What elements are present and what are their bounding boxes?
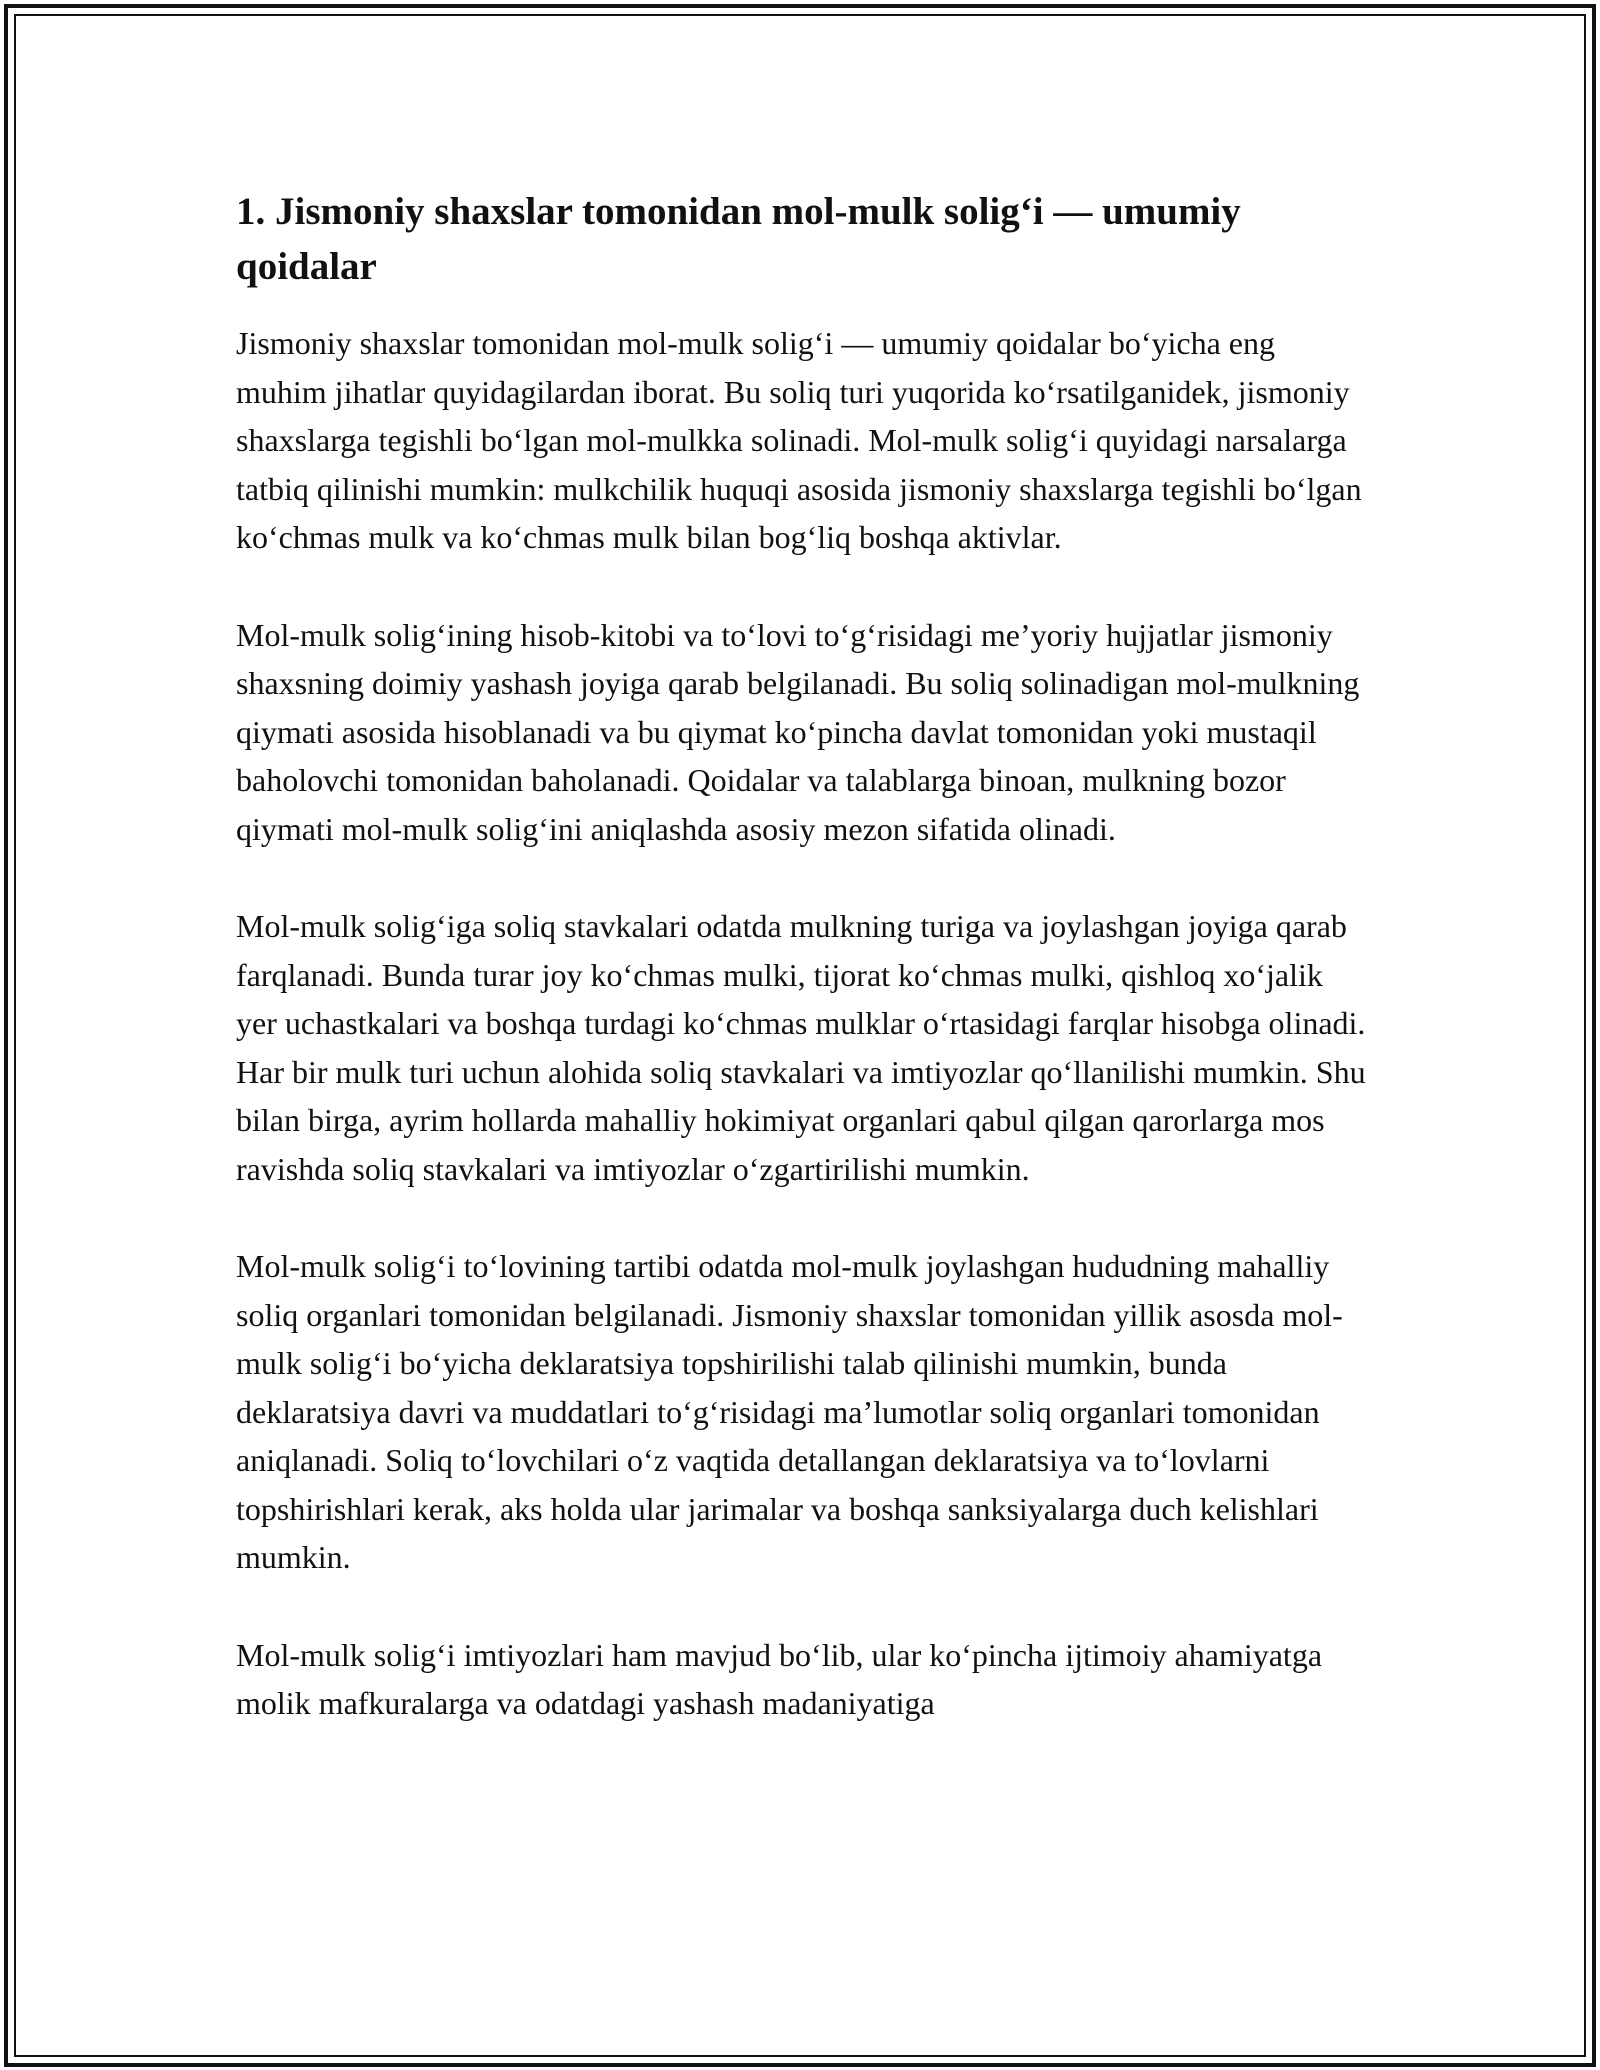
- document-body: [236, 184, 1370, 1777]
- section-heading: 1. Jismoniy shaxslar tomonidan mol-mulk solig‘i — umumiy qoidalar: [236, 190, 1241, 288]
- paragraph-3: Mol-mulk solig‘iga soliq stavkalari odatda mulkning turiga va joylashgan joyiga qarab farqlanadi. Bunda turar joy ko‘chmas mulki, tijorat ko‘chmas mulki, qishloq xo‘jalik yer uchastkalari va boshqa turdagi ko‘chmas mulklar o‘rtasidagi farqlar hisobga olinadi. Har bir mulk turi uchun alohida soliq stavkalari va imtiyozlar qo‘llanilishi mumkin. Shu bilan birga, ayrim hollarda mahalliy hokimiyat organlari qabul qilgan qarorlarga mos ravishda soliq stavkalari va imtiyozlar o‘zgartirilishi mumkin.: [236, 908, 1366, 1187]
- paragraph-5: Mol-mulk solig‘i imtiyozlari ham mavjud bo‘lib, ular ko‘pincha ijtimoiy ahamiyatga molik mafkuralarga va odatdagi yashash madaniyatiga: [236, 1636, 1323, 1721]
- paragraph-4: Mol-mulk solig‘i to‘lovining tartibi odatda mol-mulk joylashgan hududning mahalliy soliq organlari tomonidan belgilanadi. Jismoniy shaxslar tomonidan yillik asosda mol-mulk solig‘i bo‘yicha deklaratsiya topshirilishi talab qilinishi mumkin, bunda deklaratsiya davri va muddatlari to‘g‘risidagi ma’lumotlar soliq organlari tomonidan aniqlanadi. Soliq to‘lovchilari o‘z vaqtida detallangan deklaratsiya va to‘lovlarni topshirishlari kerak, aks holda ular jarimalar va boshqa sanksiyalarga duch kelishlari mumkin.: [236, 1248, 1343, 1575]
- paragraph-1: Jismoniy shaxslar tomonidan mol-mulk solig‘i — umumiy qoidalar bo‘yicha eng muhim jihatlar quyidagilardan iborat. Bu soliq turi yuqorida ko‘rsatilganidek, jismoniy shaxslarga tegishli bo‘lgan mol-mulkka solinadi. Mol-mulk solig‘i quyidagi narsalarga tatbiq qilinishi mumkin: mulkchilik huquqi asosida jismoniy shaxslarga tegishli bo‘lgan ko‘chmas mulk va ko‘chmas mulk bilan bog‘liq boshqa aktivlar.: [236, 325, 1362, 555]
- paragraph-2: Mol-mulk solig‘ining hisob-kitobi va to‘lovi to‘g‘risidagi me’yoriy hujjatlar jismoniy shaxsning doimiy yashash joyiga qarab belgilanadi. Bu soliq solinadigan mol-mulkning qiymati asosida hisoblanadi va bu qiymat ko‘pincha davlat tomonidan yoki mustaqil baholovchi tomonidan baholanadi. Qoidalar va talablarga binoan, mulkning bozor qiymati mol-mulk solig‘ini aniqlashda asosiy mezon sifatida olinadi.: [236, 616, 1360, 847]
